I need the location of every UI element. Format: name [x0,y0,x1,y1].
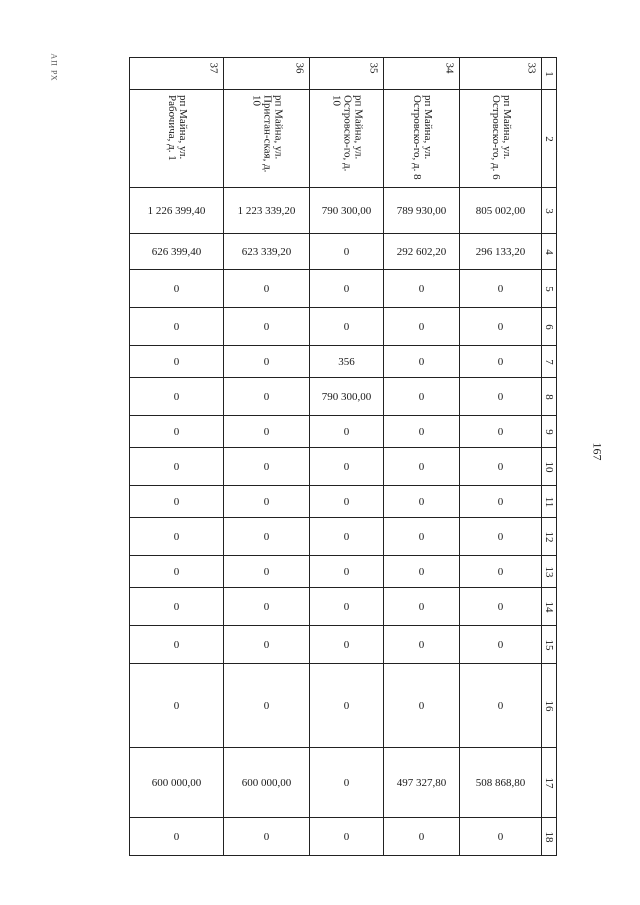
value-cell: 0 [384,626,460,664]
value-cell: 0 [130,664,224,748]
row-col-5 [130,270,557,308]
value-cell: 0 [460,346,542,378]
value-cell: 0 [310,416,384,448]
address-cell: рп Майна, ул. Островско-го, д. 10 [310,90,384,188]
data-table [129,57,557,856]
value-cell: 0 [130,308,224,346]
value-cell: 0 [130,556,224,588]
value-cell: 0 [130,378,224,416]
value-cell: 0 [460,664,542,748]
row-col-3 [130,188,557,234]
value-cell: 0 [130,626,224,664]
column-number-cell: 15 [542,626,557,664]
column-number-cell: 10 [542,448,557,486]
row-col-9 [130,416,557,448]
value-cell: 790 300,00 [310,378,384,416]
value-cell: 356 [310,346,384,378]
column-number-cell: 7 [542,346,557,378]
record-num-cell: 34 [384,58,460,90]
value-cell: 790 300,00 [310,188,384,234]
value-cell: 600 000,00 [224,748,310,818]
column-number-cell: 18 [542,818,557,856]
value-cell: 0 [384,378,460,416]
column-number-cell: 13 [542,556,557,588]
value-cell: 805 002,00 [460,188,542,234]
column-number-cell: 3 [542,188,557,234]
value-cell: 1 223 339,20 [224,188,310,234]
address-cell: рп Майна, ул. Островско-го, д. 8 [384,90,460,188]
column-number-cell: 4 [542,234,557,270]
value-cell: 0 [130,486,224,518]
value-cell: 0 [384,556,460,588]
value-cell: 0 [310,664,384,748]
value-cell: 0 [130,588,224,626]
margin-mark: АП РХ [49,53,59,82]
value-cell: 0 [310,448,384,486]
value-cell: 0 [224,378,310,416]
page-number: 167 [590,442,605,461]
column-number-cell: 1 [542,58,557,90]
row-col-12 [130,518,557,556]
value-cell: 0 [460,416,542,448]
value-cell: 0 [224,448,310,486]
row-col-6 [130,308,557,346]
row-col-7 [130,346,557,378]
value-cell: 0 [224,308,310,346]
value-cell: 0 [310,486,384,518]
value-cell: 0 [310,308,384,346]
row-col-11 [130,486,557,518]
value-cell: 0 [460,448,542,486]
value-cell: 0 [130,270,224,308]
value-cell: 0 [224,346,310,378]
value-cell: 0 [224,556,310,588]
value-cell: 0 [384,308,460,346]
value-cell: 0 [310,626,384,664]
row-col-4 [130,234,557,270]
value-cell: 623 339,20 [224,234,310,270]
column-number-cell: 6 [542,308,557,346]
row-col-17 [130,748,557,818]
column-number-cell: 14 [542,588,557,626]
value-cell: 0 [224,518,310,556]
value-cell: 0 [224,626,310,664]
value-cell: 0 [130,448,224,486]
column-number-cell: 9 [542,416,557,448]
row-col-10 [130,448,557,486]
value-cell: 0 [384,448,460,486]
column-number-cell: 8 [542,378,557,416]
value-cell: 0 [460,518,542,556]
value-cell: 497 327,80 [384,748,460,818]
value-cell: 296 133,20 [460,234,542,270]
value-cell: 0 [384,518,460,556]
value-cell: 0 [130,416,224,448]
value-cell: 0 [310,748,384,818]
value-cell: 1 226 399,40 [130,188,224,234]
value-cell: 0 [130,346,224,378]
value-cell: 0 [310,818,384,856]
value-cell: 0 [384,346,460,378]
value-cell: 0 [310,556,384,588]
row-col-2 [130,90,557,188]
value-cell: 0 [460,626,542,664]
value-cell: 0 [310,270,384,308]
value-cell: 0 [384,486,460,518]
value-cell: 0 [224,486,310,518]
value-cell: 0 [130,518,224,556]
value-cell: 600 000,00 [130,748,224,818]
value-cell: 0 [224,416,310,448]
row-col-16 [130,664,557,748]
record-num-cell: 35 [310,58,384,90]
value-cell: 0 [384,588,460,626]
value-cell: 0 [460,486,542,518]
value-cell: 0 [460,818,542,856]
value-cell: 0 [310,588,384,626]
column-number-cell: 2 [542,90,557,188]
address-cell: рп Майна, ул. Пристан-ская, д. 10 [224,90,310,188]
row-col-13 [130,556,557,588]
value-cell: 0 [224,664,310,748]
value-cell: 0 [310,234,384,270]
value-cell: 789 930,00 [384,188,460,234]
value-cell: 0 [460,270,542,308]
record-num-cell: 33 [460,58,542,90]
column-number-cell: 11 [542,486,557,518]
value-cell: 0 [130,818,224,856]
record-num-cell: 37 [130,58,224,90]
value-cell: 0 [310,518,384,556]
record-num-cell: 36 [224,58,310,90]
value-cell: 0 [224,270,310,308]
column-number-cell: 17 [542,748,557,818]
row-col-18 [130,818,557,856]
value-cell: 292 602,20 [384,234,460,270]
value-cell: 0 [384,416,460,448]
value-cell: 0 [384,818,460,856]
column-number-cell: 12 [542,518,557,556]
value-cell: 0 [460,556,542,588]
value-cell: 0 [384,270,460,308]
value-cell: 0 [460,378,542,416]
value-cell: 0 [224,588,310,626]
address-cell: рп Майна, ул. Рабочича, д. 1 [130,90,224,188]
column-number-cell: 5 [542,270,557,308]
address-cell: рп Майна, ул. Островско-го, д. 6 [460,90,542,188]
value-cell: 0 [460,308,542,346]
row-col-14 [130,588,557,626]
value-cell: 626 399,40 [130,234,224,270]
row-col-15 [130,626,557,664]
value-cell: 508 868,80 [460,748,542,818]
column-number-cell: 16 [542,664,557,748]
value-cell: 0 [224,818,310,856]
value-cell: 0 [384,664,460,748]
row-col-1 [130,58,557,90]
row-col-8 [130,378,557,416]
value-cell: 0 [460,588,542,626]
